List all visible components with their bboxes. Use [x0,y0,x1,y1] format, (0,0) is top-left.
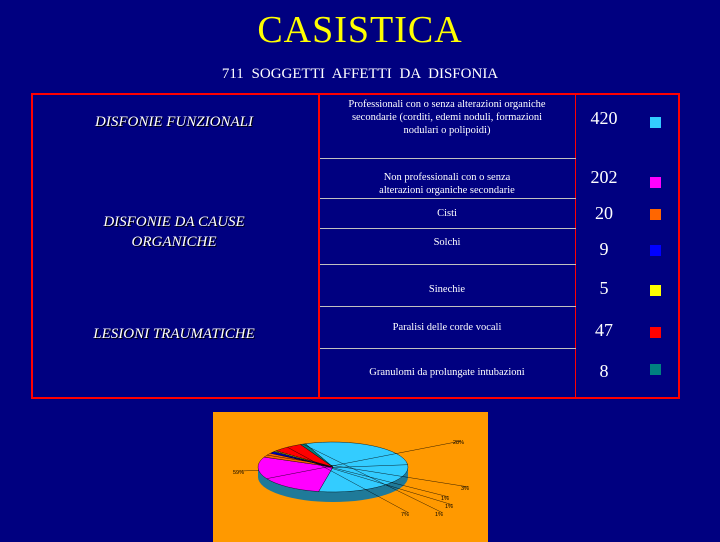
row-description-line: Professionali con o senza alterazioni organiche [348,99,546,110]
pie-slice-label: 3% [461,486,469,492]
legend-swatch [650,117,661,128]
page-subtitle: 711 SOGGETTI AFFETTI DA DISFONIA [221,66,499,82]
row-value: 9 [599,239,609,259]
row-description: Sinechie [428,284,466,295]
row-value: 420 [590,108,618,128]
legend-swatch [650,327,661,338]
row-description: Solchi [433,237,461,248]
category-disfonie-funzionali: DISFONIE FUNZIONALI [95,114,253,130]
row-separator [320,264,576,265]
row-separator [320,228,576,229]
category-label-line: ORGANICHE [131,234,217,250]
row-description-line: secondarie (corditi, edemi noduli, formazioni [351,112,543,123]
category-label-line: DISFONIE DA CAUSE [103,214,245,230]
row-separator [320,158,576,159]
row-separator [320,348,576,349]
legend-swatch [650,285,661,296]
row-description-line: Non professionali con o senza [383,172,511,183]
legend-swatch [650,364,661,375]
pie-chart-panel [213,412,488,542]
row-description-line: alterazioni organiche secondarie [379,185,515,196]
pie-slice-label: 1% [441,496,449,502]
row-value: 8 [599,361,609,381]
category-lesioni-traumatiche: LESIONI TRAUMATICHE [93,326,255,342]
row-description: Granulomi da prolungate intubazioni [369,367,525,378]
row-separator [320,306,576,307]
row-value: 5 [599,278,609,298]
legend-swatch [650,177,661,188]
row-description-line: nodulari o polipoidi) [403,125,491,136]
category-disfonie-organiche [34,212,314,252]
row-description: Cisti [437,208,457,219]
legend-swatch [650,245,661,256]
row-value: 20 [595,203,613,223]
row-value: 47 [595,320,613,340]
pie-slice-label: 59% [233,470,245,476]
pie-slice-label: 28% [453,440,465,446]
pie-slice-label: 1% [435,512,443,518]
row-description [322,98,572,137]
row-description [322,171,572,197]
table-divider [318,93,320,399]
pie-chart [213,412,488,542]
row-separator [320,198,576,199]
legend-swatch [650,209,661,220]
pie-slice-label: 7% [401,512,409,518]
pie-slice-label: 1% [445,504,453,510]
row-value: 202 [590,167,618,187]
page-title: CASISTICA [257,9,463,51]
row-description: Paralisi delle corde vocali [392,322,502,333]
